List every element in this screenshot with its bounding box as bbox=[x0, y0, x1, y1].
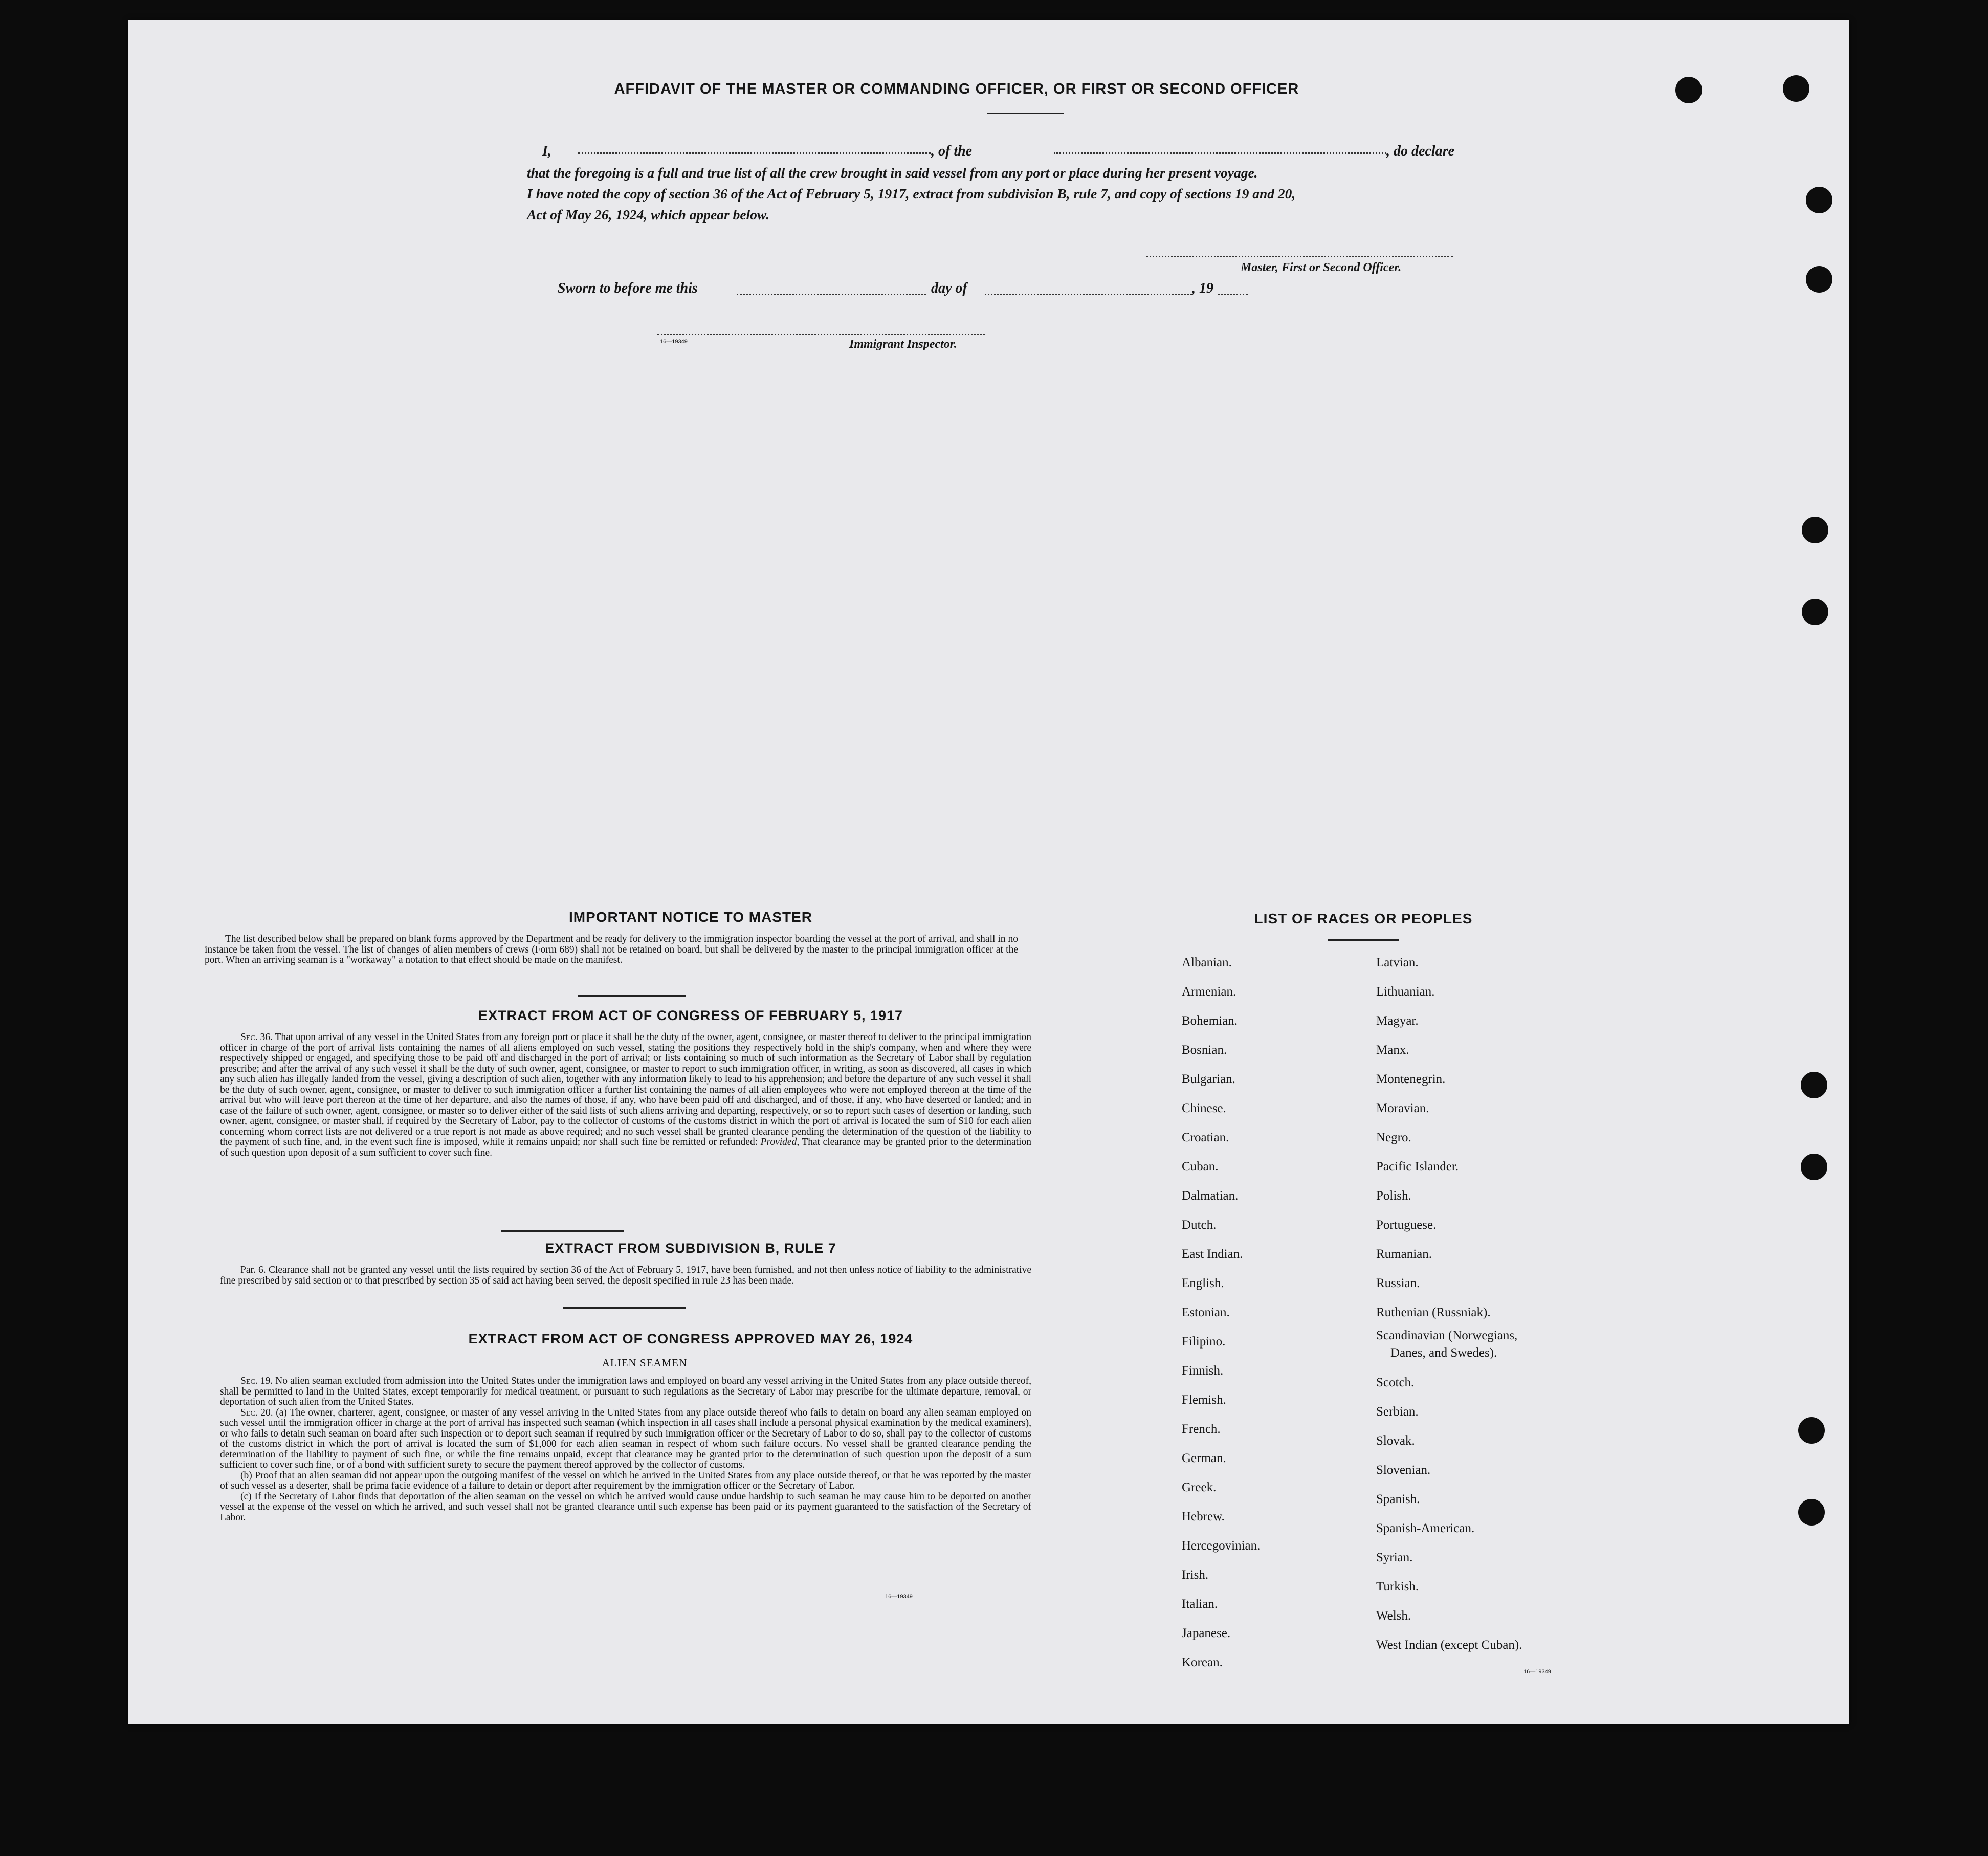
extract-rule7-title: EXTRACT FROM SUBDIVISION B, RULE 7 bbox=[545, 1241, 836, 1256]
race-item: Dutch. bbox=[1182, 1218, 1217, 1232]
race-item: Scotch. bbox=[1376, 1376, 1415, 1389]
extract-form-number: 16—19349 bbox=[885, 1594, 913, 1600]
race-item: Albanian. bbox=[1182, 956, 1232, 969]
race-item: Estonian. bbox=[1182, 1306, 1230, 1319]
master-signature-line[interactable] bbox=[1146, 256, 1453, 257]
of-the-label: , of the bbox=[931, 143, 973, 159]
extract-1917-title: EXTRACT FROM ACT OF CONGRESS OF FEBRUARY 5, 1917 bbox=[478, 1008, 903, 1023]
affidavit-line-1: that the foregoing is a full and true list of all the crew brought in said vessel from any port or place during her present voyage. bbox=[527, 165, 1258, 181]
sec-20a-text: (a) The owner, charterer, agent, consignee, or master of any vessel arriving in the United States from any place outside thereof who fails to detain on board any alien seaman employed on such vessel until the immigration officer in charge at the port of arrival has inspected such seaman (which inspection in all cases shall include a personal physical examination by the medical examiners), or who fails to detain such seaman on board after such inspection or to deport such seaman if required by such immigration officer or the Secretary of Labor to do so, shall pay to the collector of customs of the customs district in which the port of arrival is located the sum of $1,000 for each alien seaman in respect of whom such failure occurs. No vessel shall be granted clearance pending the determination of the liability to payment of such fine, or while the fine remains unpaid, except that clearance may be granted prior to the determination of such question upon the deposit of a sum sufficient to cover such fine, or of a bond with sufficient surety to secure the payment thereof approved by the collector of customs. bbox=[220, 1407, 1031, 1470]
sec-19-text: No alien seaman excluded from admission into the United States under the immigration laws and employed on board any vessel arriving in the United States from any place outside thereof, shall be permitted to land in the United States, except temporarily for medical treatment, or pursuant to such regulations as the Secretary of Labor may prescribe for the ultimate departure, removal, or deportation of such alien from the United States. bbox=[220, 1376, 1032, 1407]
sworn-month-blank[interactable] bbox=[985, 294, 1192, 295]
alien-seamen-subtitle: ALIEN SEAMEN bbox=[602, 1357, 688, 1369]
race-item: Manx. bbox=[1376, 1043, 1409, 1057]
notice-title: IMPORTANT NOTICE TO MASTER bbox=[568, 909, 813, 925]
punch-hole bbox=[1801, 1154, 1827, 1180]
punch-hole bbox=[1801, 1072, 1827, 1098]
race-item: East Indian. bbox=[1182, 1247, 1243, 1261]
extract-rule7-rule bbox=[563, 1307, 686, 1309]
proviso-label: Provided, bbox=[760, 1137, 800, 1147]
race-item: Lithuanian. bbox=[1376, 985, 1435, 999]
race-item: Flemish. bbox=[1182, 1393, 1226, 1407]
punch-hole bbox=[1798, 1417, 1825, 1444]
race-item: Irish. bbox=[1182, 1568, 1209, 1582]
par-6-paragraph: Par. 6. Clearance shall not be granted any vessel until the lists required by section 36 of the Act of February 5, 1917, have been furnished, and not then unless notice of liability to the administrative fine prescribed by said section or to that prescribed by section 35 of said act having been served, the deposit specified in rule 23 has been made. bbox=[220, 1265, 1031, 1286]
year-label: , 19 bbox=[1192, 280, 1213, 296]
affidavit-line-3: Act of May 26, 1924, which appear below. bbox=[527, 207, 770, 223]
sec-20b-paragraph: (b) Proof that an alien seaman did not appear upon the outgoing manifest of the vessel on which he arrived in the United States from any place outside thereof, or that he was reported by the master of such vessel as a deserter, shall be prima facie evidence of a failure to detain or deport after requirement by the immigration officer or the Secretary of Labor. bbox=[220, 1470, 1031, 1491]
race-item: Armenian. bbox=[1182, 985, 1236, 999]
sec-20-label: Sec. 20. bbox=[240, 1407, 273, 1418]
race-item: Filipino. bbox=[1182, 1335, 1226, 1349]
inspector-caption: Immigrant Inspector. bbox=[849, 338, 957, 351]
title-rule bbox=[987, 113, 1064, 114]
race-item: Montenegrin. bbox=[1376, 1072, 1446, 1086]
notice-paragraph: The list described below shall be prepared on blank forms approved by the Department and be ready for delivery to the immigration inspector boarding the vessel at the port of arrival, and shall in no instance be taken from the vessel. The list of changes of alien members of crews (Form 689) shall not be retained on board, but shall be delivered by the master to the principal immigration officer at the port. When an arriving seaman is a "workaway" a notation to that effect should be made on the manifest. bbox=[205, 934, 1018, 965]
i-label: I, bbox=[542, 143, 551, 159]
race-item: Bosnian. bbox=[1182, 1043, 1227, 1057]
extract-1924-body bbox=[220, 1376, 1031, 1523]
race-item: West Indian (except Cuban). bbox=[1376, 1638, 1522, 1652]
race-item: Magyar. bbox=[1376, 1014, 1419, 1028]
race-item: Finnish. bbox=[1182, 1364, 1224, 1378]
sworn-label: Sworn to before me this bbox=[558, 280, 698, 296]
race-item: Rumanian. bbox=[1376, 1247, 1432, 1261]
punch-hole bbox=[1675, 77, 1702, 103]
sec-19-label: Sec. 19. bbox=[240, 1376, 273, 1386]
punch-hole bbox=[1802, 517, 1828, 543]
race-item: Chinese. bbox=[1182, 1101, 1226, 1115]
affidavit-form-number: 16—19349 bbox=[660, 339, 688, 345]
race-item: Syrian. bbox=[1376, 1551, 1413, 1564]
race-item: Scandinavian (Norwegians, bbox=[1376, 1329, 1518, 1342]
name-blank[interactable] bbox=[578, 152, 931, 154]
race-item: Dalmatian. bbox=[1182, 1189, 1239, 1203]
extract-1924-title: EXTRACT FROM ACT OF CONGRESS APPROVED MAY 26, 1924 bbox=[468, 1331, 913, 1346]
race-item: Hebrew. bbox=[1182, 1510, 1225, 1523]
race-item: Bohemian. bbox=[1182, 1014, 1238, 1028]
race-item: Serbian. bbox=[1376, 1405, 1419, 1419]
punch-hole bbox=[1802, 599, 1828, 625]
race-item: Russian. bbox=[1376, 1276, 1420, 1290]
punch-hole bbox=[1798, 1499, 1825, 1526]
document-page bbox=[128, 20, 1849, 1724]
punch-hole bbox=[1806, 187, 1832, 213]
sec-36-label: Sec. 36. bbox=[240, 1032, 273, 1043]
race-item: Latvian. bbox=[1376, 956, 1419, 969]
master-caption: Master, First or Second Officer. bbox=[1241, 261, 1402, 274]
race-item: Ruthenian (Russniak). bbox=[1376, 1306, 1491, 1319]
inspector-signature-line[interactable] bbox=[657, 334, 985, 335]
race-item: Korean. bbox=[1182, 1655, 1223, 1669]
affidavit-title: AFFIDAVIT OF THE MASTER OR COMMANDING OFFICER, OR FIRST OR SECOND OFFICER bbox=[614, 81, 1299, 97]
race-item: Danes, and Swedes). bbox=[1390, 1346, 1497, 1360]
race-item: Welsh. bbox=[1376, 1609, 1411, 1623]
punch-hole bbox=[1806, 266, 1832, 293]
race-item: Turkish. bbox=[1376, 1580, 1419, 1594]
race-item: German. bbox=[1182, 1451, 1226, 1465]
races-rule bbox=[1328, 939, 1399, 941]
notice-body bbox=[205, 934, 1018, 966]
race-item: Greek. bbox=[1182, 1481, 1217, 1494]
sworn-day-blank[interactable] bbox=[737, 294, 926, 295]
race-item: English. bbox=[1182, 1276, 1224, 1290]
race-item: Slovenian. bbox=[1376, 1463, 1431, 1477]
vessel-blank[interactable] bbox=[1054, 152, 1386, 154]
extract-1917-rule bbox=[501, 1230, 624, 1232]
race-item: Pacific Islander. bbox=[1376, 1160, 1459, 1174]
extract-1917-body bbox=[220, 1032, 1031, 1158]
race-item: Portuguese. bbox=[1376, 1218, 1437, 1232]
sec-19-paragraph bbox=[220, 1376, 1031, 1408]
proviso-text: That clearance may be granted prior to the determination of such question upon deposit of a sum sufficient to cover such fine. bbox=[220, 1137, 1032, 1158]
declare-label: , do declare bbox=[1386, 143, 1454, 159]
race-item: Spanish. bbox=[1376, 1492, 1420, 1506]
sec-36-text: That upon arrival of any vessel in the United States from any foreign port or place it shall be the duty of the owner, agent, consignee, or master thereof to deliver to the principal immigration officer in charge of the port of arrival lists containing the names of all aliens employed on such vessel, stating the positions they respectively hold in the ship's company, when and where they were respectively shipped or engaged, and specifying those to be paid off and discharged in the port of arrival; or lists containing so much of such information as the Secretary of Labor shall by regulation prescribe; and after the arrival of any such vessel it shall be the duty of such owner, agent, consignee, or master to report to such immigration officer, in writing, as soon as discovered, all cases in which any such alien has illegally landed from the vessel, giving a description of such alien, together with any information likely to lead to his apprehension; and before the departure of any such vessel it shall be the duty of such owner, agent, consignee, or master to deliver to such immigration officer a further list containing the names of all alien employees who were not employed thereon at the time of the arrival but who will leave port thereon at the time of her departure, and also the names of those, if any, who have been paid off and discharged, and of those, if any, who have deserted or landed; and in case of the failure of such owner, agent, consignee, or master so to deliver either of the said lists of such aliens arriving and departing, respectively, or so to report such cases of desertion or landing, such owner, agent, consignee, or master shall, if required by the Secretary of Labor, pay to the collector of customs of the customs district in which the port of arrival is located the sum of $10 for each alien concerning whom correct lists are not delivered or a true report is not made as above required; and no such vessel shall be granted clearance pending the determination of the question of the liability to the payment of such fine, and, in the event such fine is imposed, while it remains unpaid; nor shall such fine be remitted or refunded: bbox=[220, 1032, 1031, 1147]
races-title: LIST OF RACES OR PEOPLES bbox=[1254, 911, 1473, 926]
race-item: Croatian. bbox=[1182, 1131, 1229, 1144]
extract-rule7-body bbox=[220, 1265, 1031, 1286]
race-item: Polish. bbox=[1376, 1189, 1411, 1203]
sworn-year-blank[interactable] bbox=[1218, 294, 1248, 295]
race-item: Moravian. bbox=[1376, 1101, 1429, 1115]
race-item: Spanish-American. bbox=[1376, 1521, 1475, 1535]
race-item: Japanese. bbox=[1182, 1626, 1231, 1640]
sec-20c-paragraph: (c) If the Secretary of Labor finds that deportation of the alien seaman on the vessel on which he arrived would cause undue hardship to such seaman he may cause him to be deported on another vessel at the expense of the vessel on which he arrived, and such vessel shall not be granted clearance until such expense has been paid or its payment guaranteed to the satisfaction of the Secretary of Labor. bbox=[220, 1491, 1031, 1523]
race-item: Slovak. bbox=[1376, 1434, 1415, 1448]
race-item: Hercegovinian. bbox=[1182, 1539, 1261, 1553]
race-item: Cuban. bbox=[1182, 1160, 1219, 1174]
sec-20a-paragraph bbox=[220, 1408, 1031, 1471]
races-right-column bbox=[1376, 948, 1522, 1660]
races-form-number: 16—19349 bbox=[1523, 1669, 1551, 1675]
race-item: Italian. bbox=[1182, 1597, 1218, 1611]
race-item: French. bbox=[1182, 1422, 1221, 1436]
punch-hole bbox=[1783, 75, 1809, 102]
day-of-label: day of bbox=[931, 280, 967, 296]
race-item: Negro. bbox=[1376, 1131, 1411, 1144]
affidavit-line-2: I have noted the copy of section 36 of the Act of February 5, 1917, extract from subdivision B, rule 7, and copy of sections 19 and 20, bbox=[527, 186, 1296, 202]
races-left-column bbox=[1182, 948, 1260, 1677]
race-item: Bulgarian. bbox=[1182, 1072, 1235, 1086]
notice-rule bbox=[578, 995, 686, 997]
sec-36-paragraph bbox=[220, 1032, 1031, 1158]
